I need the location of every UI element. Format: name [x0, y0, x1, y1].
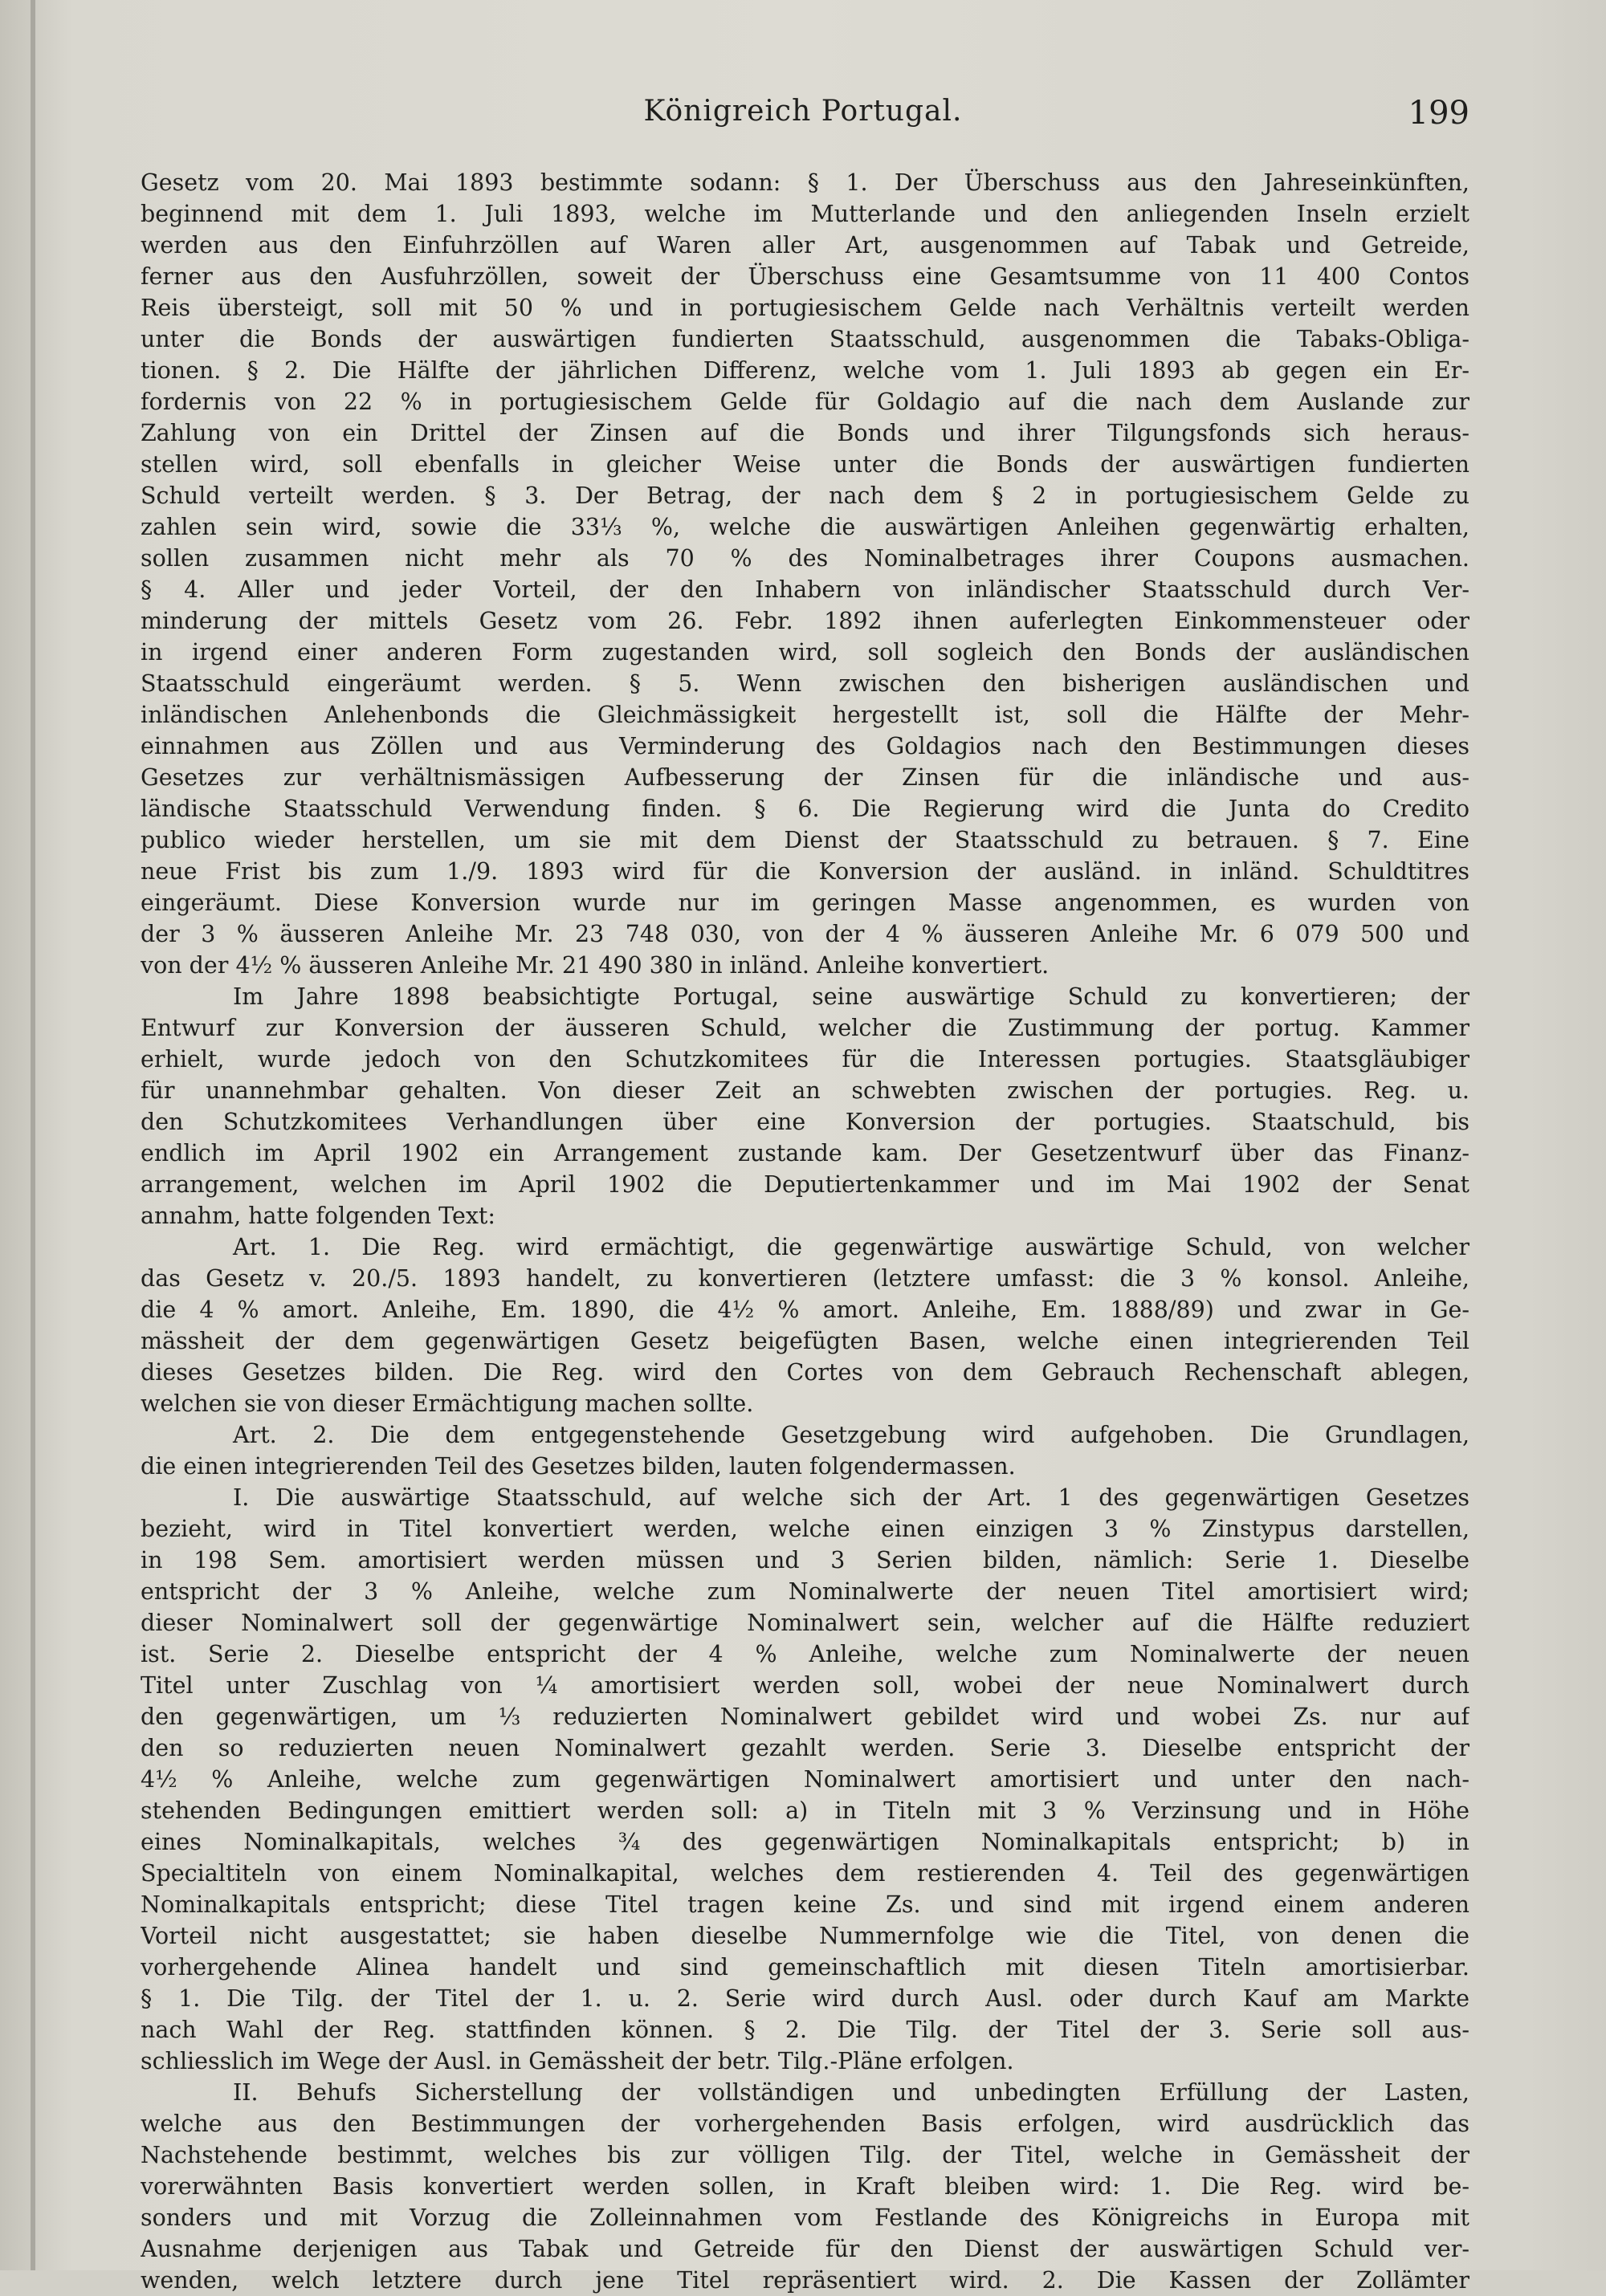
text-line: stehenden Bedingungen emittiert werden soll: a) in Titeln mit 3 % Verzinsung und in Höhe: [141, 1797, 1469, 1824]
text-line: wenden, welch letztere durch jene Titel repräsentiert wird. 2. Die Kassen der Zollämter: [141, 2267, 1469, 2294]
text-line: Staatsschuld eingeräumt werden. § 5. Wenn zwischen den bisherigen ausländischen und: [141, 670, 1469, 697]
text-line: die 4 % amort. Anleihe, Em. 1890, die 4½ % amort. Anleihe, Em. 1888/89) und zwar in Ge-: [141, 1297, 1469, 1323]
text-line: sonders und mit Vorzug die Zolleinnahmen vom Festlande des Königreichs in Europa mit: [141, 2204, 1469, 2231]
text-line: Vorteil nicht ausgestattet; sie haben dieselbe Nummernfolge wie die Titel, von denen die: [141, 1923, 1469, 1949]
text-line: in 198 Sem. amortisiert werden müssen und 3 Serien bilden, nämlich: Serie 1. Dieselbe: [141, 1547, 1469, 1573]
text-line: publico wieder herstellen, um sie mit dem Dienst der Staatsschuld zu betrauen. § 7. Eine: [141, 827, 1469, 853]
running-header: [137, 95, 1469, 135]
text-line: Schuld verteilt werden. § 3. Der Betrag, der nach dem § 2 in portugiesischem Gelde zu: [141, 482, 1469, 509]
text-line: eines Nominalkapitals, welches ¾ des gegenwärtigen Nominalkapitals entspricht; b) in: [141, 1829, 1469, 1855]
text-line: einnahmen aus Zöllen und aus Verminderung des Goldagios nach den Bestimmungen dieses: [141, 733, 1469, 759]
text-line: das Gesetz v. 20./5. 1893 handelt, zu konvertieren (letztere umfasst: die 3 % konsol. Anleihe,: [141, 1265, 1469, 1292]
text-line: Gesetz vom 20. Mai 1893 bestimmte sodann: § 1. Der Überschuss aus den Jahreseinkünften,: [141, 169, 1469, 196]
text-line: Art. 1. Die Reg. wird ermächtigt, die gegenwärtige auswärtige Schuld, von welcher: [233, 1234, 1469, 1260]
text-line: annahm, hatte folgenden Text:: [141, 1203, 495, 1229]
text-line: nach Wahl der Reg. stattfinden können. § 2. Die Tilg. der Titel der 3. Serie soll aus-: [141, 2017, 1469, 2043]
text-line: den so reduzierten neuen Nominalwert gezahlt werden. Serie 3. Dieselbe entspricht der: [141, 1735, 1469, 1761]
text-line: eingeräumt. Diese Konversion wurde nur im geringen Masse angenommen, es wurden von: [141, 889, 1469, 916]
text-line: den gegenwärtigen, um ⅓ reduzierten Nominalwert gebildet wird und wobei Zs. nur auf: [141, 1704, 1469, 1730]
text-line: bezieht, wird in Titel konvertiert werden, welche einen einzigen 3 % Zinstypus darstellen,: [141, 1516, 1469, 1542]
text-line: welchen sie von dieser Ermächtigung machen sollte.: [141, 1390, 754, 1417]
body-text: [141, 167, 1469, 2296]
text-line: werden aus den Einfuhrzöllen auf Waren aller Art, ausgenommen auf Tabak und Getreide,: [141, 232, 1469, 259]
text-line: § 4. Aller und jeder Vorteil, der den Inhabern von inländischer Staatsschuld durch Ver-: [141, 576, 1469, 603]
text-line: Nachstehende bestimmt, welches bis zur völligen Tilg. der Titel, welche in Gemässheit der: [141, 2142, 1469, 2168]
text-line: endlich im April 1902 ein Arrangement zustande kam. Der Gesetzentwurf über das Finanz-: [141, 1140, 1469, 1166]
text-line: schliesslich im Wege der Ausl. in Gemässheit der betr. Tilg.-Pläne erfolgen.: [141, 2048, 1014, 2074]
text-line: sollen zusammen nicht mehr als 70 % des Nominalbetrages ihrer Coupons ausmachen.: [141, 545, 1469, 572]
text-line: Art. 2. Die dem entgegenstehende Gesetzgebung wird aufgehoben. Die Grundlagen,: [233, 1422, 1469, 1448]
text-line: Im Jahre 1898 beabsichtigte Portugal, seine auswärtige Schuld zu konvertieren; der: [233, 983, 1469, 1010]
binding-gutter: [31, 0, 35, 2270]
text-line: Specialtiteln von einem Nominalkapital, welches dem restierenden 4. Teil des gegenwärtigen: [141, 1860, 1469, 1887]
text-line: II. Behufs Sicherstellung der vollständigen und unbedingten Erfüllung der Lasten,: [233, 2079, 1469, 2106]
text-line: ist. Serie 2. Dieselbe entspricht der 4 % Anleihe, welche zum Nominalwerte der neuen: [141, 1641, 1469, 1667]
text-line: fordernis von 22 % in portugiesischem Gelde für Goldagio auf die nach dem Auslande zur: [141, 389, 1469, 415]
text-line: mässheit der dem gegenwärtigen Gesetz beigefügten Basen, welche einen integrierenden Teil: [141, 1328, 1469, 1354]
text-line: beginnend mit dem 1. Juli 1893, welche im Mutterlande und den anliegenden Inseln erzielt: [141, 201, 1469, 227]
text-line: Entwurf zur Konversion der äusseren Schuld, welcher die Zustimmung der portug. Kammer: [141, 1015, 1469, 1041]
text-line: den Schutzkomitees Verhandlungen über eine Konversion der portugies. Staatschuld, bis: [141, 1109, 1469, 1135]
page-number: 199: [1408, 95, 1469, 132]
text-line: für unannehmbar gehalten. Von dieser Zeit an schwebten zwischen der portugies. Reg. u.: [141, 1077, 1469, 1104]
text-line: dieser Nominalwert soll der gegenwärtige Nominalwert sein, welcher auf die Hälfte reduziert: [141, 1610, 1469, 1636]
text-line: minderung der mittels Gesetz vom 26. Febr. 1892 ihnen auferlegten Einkommensteuer oder: [141, 608, 1469, 634]
text-line: I. Die auswärtige Staatsschuld, auf welche sich der Art. 1 des gegenwärtigen Gesetzes: [233, 1484, 1469, 1511]
text-line: inländischen Anlehenbonds die Gleichmässigkeit hergestellt ist, soll die Hälfte der Mehr-: [141, 702, 1469, 728]
text-line: dieses Gesetzes bilden. Die Reg. wird den Cortes von dem Gebrauch Rechenschaft ablegen,: [141, 1359, 1469, 1386]
text-line: der 3 % äusseren Anleihe Mr. 23 748 030, von der 4 % äusseren Anleihe Mr. 6 079 500 und: [141, 921, 1469, 947]
text-line: neue Frist bis zum 1./9. 1893 wird für die Konversion der ausländ. in inländ. Schuldtitres: [141, 858, 1469, 885]
text-line: die einen integrierenden Teil des Gesetzes bilden, lauten folgendermassen.: [141, 1453, 1016, 1480]
text-line: 4½ % Anleihe, welche zum gegenwärtigen Nominalwert amortisiert und unter den nach-: [141, 1766, 1469, 1793]
text-line: Titel unter Zuschlag von ¼ amortisiert werden soll, wobei der neue Nominalwert durch: [141, 1672, 1469, 1699]
text-line: Zahlung von ein Drittel der Zinsen auf die Bonds und ihrer Tilgungsfonds sich heraus-: [141, 420, 1469, 446]
text-line: ferner aus den Ausfuhrzöllen, soweit der Überschuss eine Gesamtsumme von 11 400 Contos: [141, 263, 1469, 290]
text-line: von der 4½ % äusseren Anleihe Mr. 21 490 380 in inländ. Anleihe konvertiert.: [141, 952, 1050, 979]
text-line: in irgend einer anderen Form zugestanden wird, soll sogleich den Bonds der ausländischen: [141, 639, 1469, 666]
text-line: § 1. Die Tilg. der Titel der 1. u. 2. Serie wird durch Ausl. oder durch Kauf am Markte: [141, 1985, 1469, 2012]
text-line: welche aus den Bestimmungen der vorhergehenden Basis erfolgen, wird ausdrücklich das: [141, 2111, 1469, 2137]
text-line: tionen. § 2. Die Hälfte der jährlichen Differenz, welche vom 1. Juli 1893 ab gegen ein Er-: [141, 357, 1469, 384]
text-line: stellen wird, soll ebenfalls in gleicher Weise unter die Bonds der auswärtigen fundierten: [141, 451, 1469, 478]
text-line: arrangement, welchen im April 1902 die Deputiertenkammer und im Mai 1902 der Senat: [141, 1171, 1469, 1198]
page-title: Königreich Portugal.: [643, 95, 963, 128]
text-line: erhielt, wurde jedoch von den Schutzkomitees für die Interessen portugies. Staatsgläubiger: [141, 1046, 1469, 1073]
text-line: Nominalkapitals entspricht; diese Titel tragen keine Zs. und sind mit irgend einem anderen: [141, 1891, 1469, 1918]
text-line: vorhergehende Alinea handelt und sind gemeinschaftlich mit diesen Titeln amortisierbar.: [141, 1954, 1469, 1981]
text-line: zahlen sein wird, sowie die 33⅓ %, welche die auswärtigen Anleihen gegenwärtig erhalten,: [141, 514, 1469, 540]
text-line: entspricht der 3 % Anleihe, welche zum Nominalwerte der neuen Titel amortisiert wird;: [141, 1578, 1469, 1605]
text-line: Reis übersteigt, soll mit 50 % und in portugiesischem Gelde nach Verhältnis verteilt werden: [141, 295, 1469, 321]
text-line: ländische Staatsschuld Verwendung finden. § 6. Die Regierung wird die Junta do Credito: [141, 796, 1469, 822]
text-line: unter die Bonds der auswärtigen fundierten Staatsschuld, ausgenommen die Tabaks-Obliga-: [141, 326, 1469, 352]
text-line: Ausnahme derjenigen aus Tabak und Getreide für den Dienst der auswärtigen Schuld ver-: [141, 2236, 1469, 2262]
text-line: Gesetzes zur verhältnismässigen Aufbesserung der Zinsen für die inländische und aus-: [141, 764, 1469, 791]
text-line: vorerwähnten Basis konvertiert werden sollen, in Kraft bleiben wird: 1. Die Reg. wird be-: [141, 2173, 1469, 2200]
